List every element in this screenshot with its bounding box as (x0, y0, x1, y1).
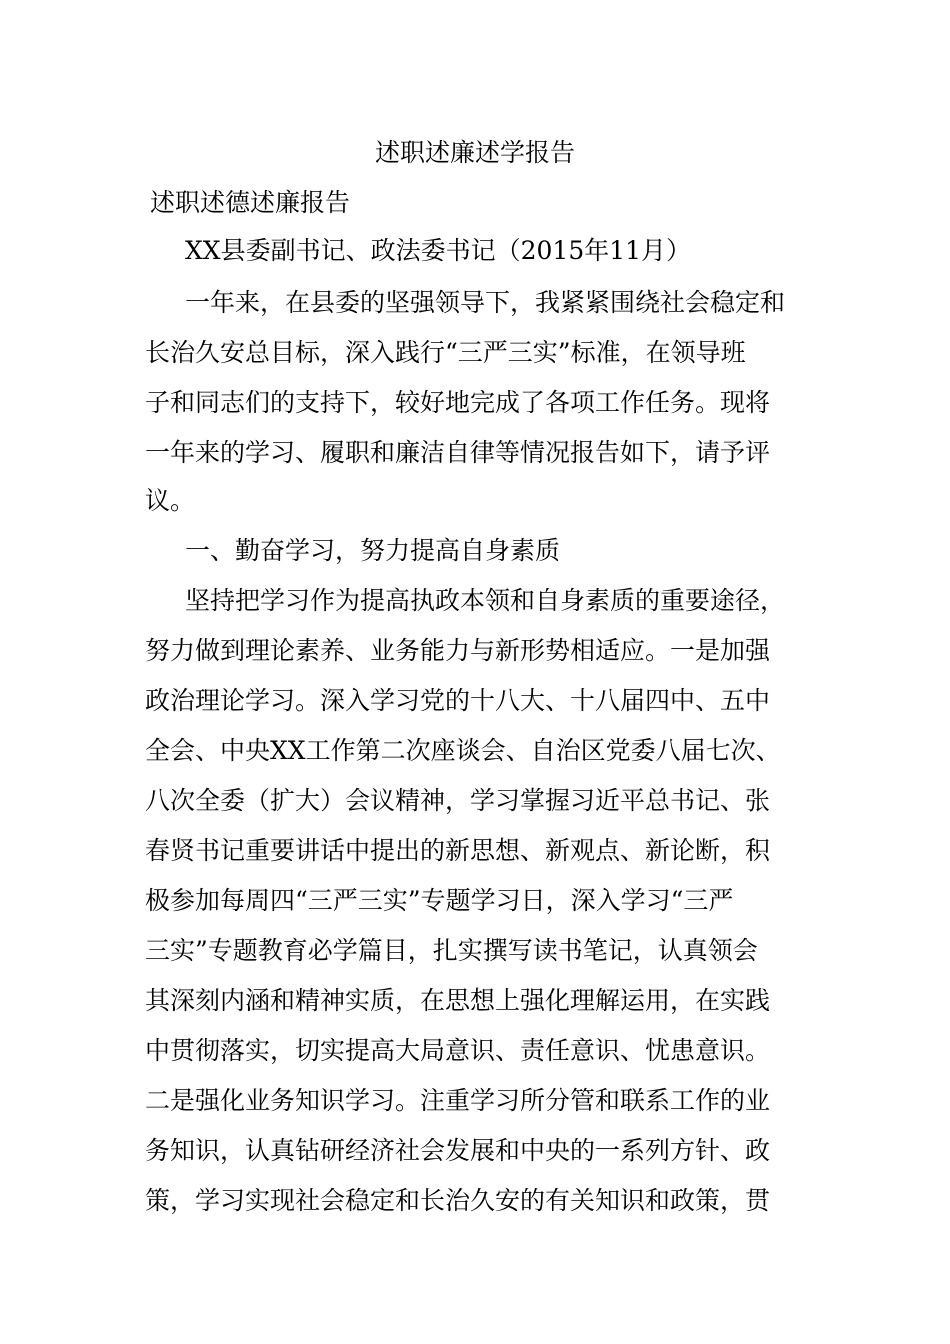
body-line: 春贤书记重要讲话中提出的新思想、新观点、新论断，积 (145, 836, 771, 865)
section-heading: 一、勤奋学习，努力提高自身素质 (185, 536, 561, 565)
body-line: 三实”专题教育必学篇目，扎实撰写读书笔记，认真领会 (145, 936, 758, 965)
author-line: XX县委副书记、政法委书记（2015年11月） (185, 236, 692, 265)
body-line: 中贯彻落实，切实提高大局意识、责任意识、忧患意识。 (145, 1036, 771, 1065)
body-line: 其深刻内涵和精神实质，在思想上强化理解运用，在实践 (145, 986, 771, 1015)
body-line: 一年来，在县委的坚强领导下，我紧紧围绕社会稳定和 (185, 288, 786, 317)
body-line: 二是强化业务知识学习。注重学习所分管和联系工作的业 (145, 1086, 771, 1115)
document-title: 述职述廉述学报告 (374, 138, 575, 167)
body-line: 策，学习实现社会稳定和长治久安的有关知识和政策，贯 (145, 1186, 771, 1215)
body-line: 八次全委（扩大）会议精神，学习掌握习近平总书记、张 (145, 786, 771, 815)
body-line: 全会、中央XX工作第二次座谈会、自治区党委八届七次、 (145, 736, 781, 765)
body-line: 极参加每周四“三严三实”专题学习日，深入学习“三严 (145, 886, 734, 915)
body-line: 坚持把学习作为提高执政本领和自身素质的重要途径， (185, 586, 786, 615)
body-line: 议。 (145, 486, 196, 515)
body-line: 子和同志们的支持下，较好地完成了各项工作任务。现将 (145, 388, 771, 417)
body-line: 务知识，认真钻研经济社会发展和中央的一系列方针、政 (145, 1136, 771, 1165)
body-line: 努力做到理论素养、业务能力与新形势相适应。一是加强 (145, 636, 771, 665)
body-line: 长治久安总目标，深入践行“三严三实”标准，在领导班 (145, 338, 746, 367)
body-line: 一年来的学习、履职和廉洁自律等情况报告如下，请予评 (145, 438, 771, 467)
body-line: 政治理论学习。深入学习党的十八大、十八届四中、五中 (145, 686, 771, 715)
document-subtitle: 述职述德述廉报告 (150, 188, 351, 217)
